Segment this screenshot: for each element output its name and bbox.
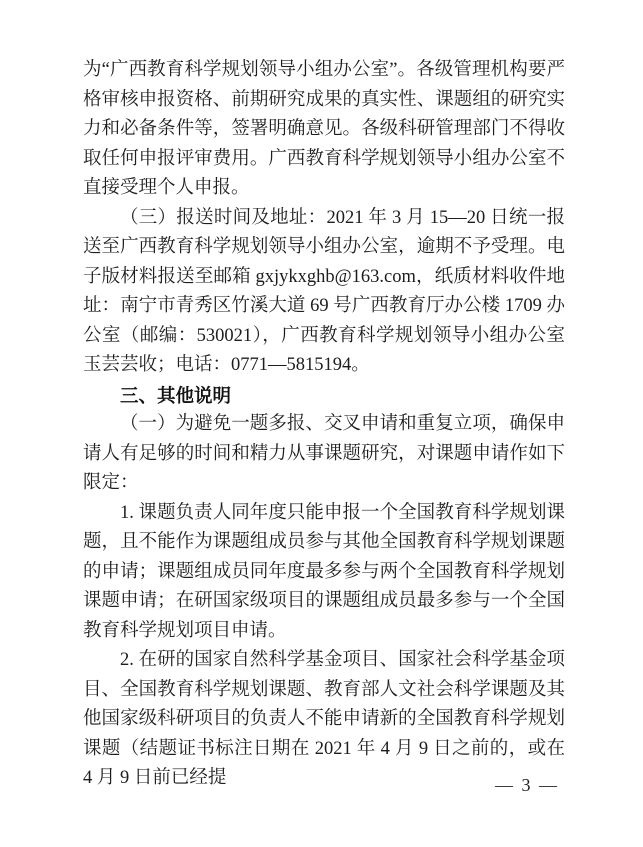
paragraph-rule-2: 2. 在研的国家自然科学基金项目、国家社会科学基金项目、全国教育科学规划课题、教育部人文社会科学课题及其他国家级科研项目的负责人不能申请新的全国教育科学规划课题（结题证书标注日期在 2021 年 4 月 9 日之前的，或在 4 月 9 日前已经提	[83, 650, 565, 788]
paragraph-continuation: 为“广西教育科学规划领导小组办公室”。各级管理机构要严格审核申报资格、前期研究成果的真实性、课题组的研究实力和必备条件等，签署明确意见。各级科研管理部门不得收取任何申报评审费用。广西教育科学规划领导小组办公室不直接受理个人申报。	[83, 60, 565, 198]
page-number: — 3 —	[495, 775, 559, 795]
document-body	[83, 56, 565, 794]
paragraph-submission-time-address: （三）报送时间及地址：2021 年 3 月 15—20 日统一报送至广西教育科学规划领导小组办公室，逾期不予受理。电子版材料报送至邮箱 gxjykxghb@163.com，纸质材料收件地址：南宁市青秀区竹溪大道 69 号广西教育厅办公楼 1709 办公室（邮编：530021），广西教育科学规划领导小组办公室玉芸芸收；电话：0771—5815194。	[83, 207, 565, 375]
paragraph-rule-1: 1. 课题负责人同年度只能申报一个全国教育科学规划课题，且不能作为课题组成员参与其他全国教育科学规划课题的申请；课题组成员同年度最多参与两个全国教育科学规划课题申请；在研国家级项目的课题组成员最多参与一个全国教育科学规划项目申请。	[83, 502, 565, 641]
section-heading-other-notes: 三、其他说明	[120, 384, 232, 406]
paragraph-application-restrictions-intro: （一）为避免一题多报、交叉申请和重复立项，确保申请人有足够的时间和精力从事课题研究，对课题申请作如下限定：	[83, 414, 565, 493]
